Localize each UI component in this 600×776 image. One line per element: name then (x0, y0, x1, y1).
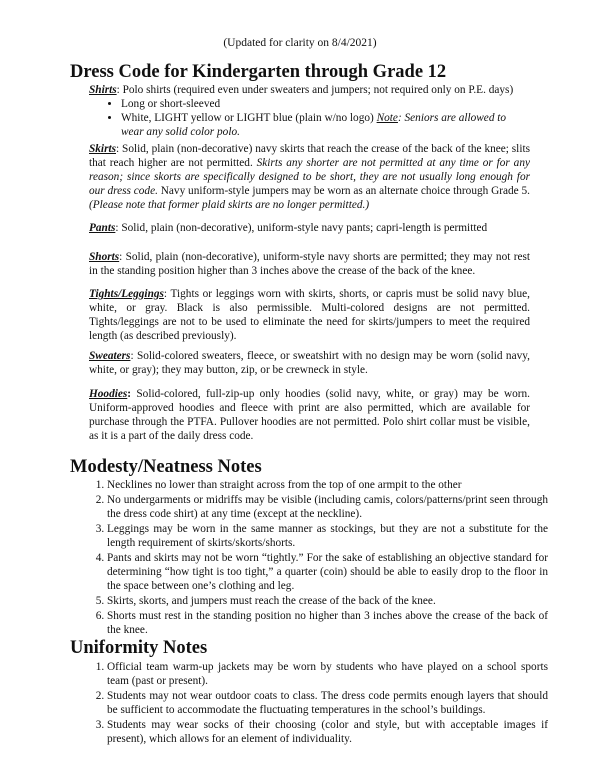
shorts-text: : Solid, plain (non-decorative), uniform-style navy shorts are permitted; they may not rest in the standing position higher than 3 inches above the crease of the back of the knee. (89, 251, 530, 277)
sweaters-section (89, 349, 530, 377)
list-item: 3. Students may wear socks of their choosing (color and style, but with acceptable images if present), which allows for an element of individuality. (107, 718, 548, 746)
list-item: 6. Shorts must rest in the standing position no higher than 3 inches above the crease of the back of the knee. (107, 609, 548, 637)
tights-text: : Tights or leggings worn with skirts, shorts, or capris must be solid navy blue, white, or gray. Black is also permissible. Multi-colored designs are not permitted. Tights/leggings are not to be used to eliminate the need for skirts/jumpers to meet the required length (as described previously). (89, 288, 530, 342)
skirts-text-1: : Solid, plain (non-decorative) navy skirts that reach the crease of the back of the knee; slits that reach higher are not permitted. (89, 143, 530, 169)
shirts-color-text: White, LIGHT yellow or LIGHT blue (plain w/no logo) (121, 112, 377, 124)
skirts-text-2: Navy uniform-style jumpers may be worn as an alternate choice through Grade 5. (157, 185, 530, 197)
list-item: 5. Skirts, skorts, and jumpers must reach the crease of the back of the knee. (107, 594, 548, 608)
skirts-label: Skirts (89, 143, 117, 155)
skirts-italic-1: Skirts any shorter are not permitted at any time or for any reason; since skorts are specifically designed to be short, they are not usually long enough for our dress code. (89, 157, 530, 197)
tights-section (89, 287, 530, 343)
list-item: 4. Pants and skirts may not be worn “tightly.” For the sake of establishing an objective standard for determining “how tight is too tight,” a quarter (coin) should be able to easily drop to the floor in the space between one’s clothing and leg. (107, 551, 548, 593)
shirts-note-label: Note (376, 112, 398, 124)
list-item: 2. No undergarments or midriffs may be visible (including camis, colors/patterns/print seen through the dress code shirt) at any time (except at the neckline). (107, 493, 548, 521)
skirts-section (89, 142, 530, 212)
hoodies-section (89, 387, 530, 443)
shirts-label: Shirts (89, 84, 117, 96)
updated-note: (Updated for clarity on 8/4/2021) (223, 37, 377, 49)
uniformity-list (89, 660, 548, 747)
list-item: 1. Official team warm-up jackets may be worn by students who have played on a school sports team (past or present). (107, 660, 548, 688)
shirts-text: : Polo shirts (required even under sweaters and jumpers; not required only on P.E. days) (116, 84, 514, 96)
tights-label: Tights/Leggings (89, 288, 164, 300)
shirts-section (89, 83, 530, 139)
pants-section (89, 221, 530, 235)
list-item: 1. Necklines no lower than straight across from the top of one armpit to the other (107, 478, 548, 492)
page-title: Dress Code for Kindergarten through Grade 12 (70, 62, 447, 82)
list-item (121, 111, 530, 139)
list-item: 3. Leggings may be worn in the same manner as stockings, but they are not a substitute for the length requirement of skirts/skorts/shorts. (107, 522, 548, 550)
modesty-heading: Modesty/Neatness Notes (70, 457, 262, 477)
shirts-note-text: : Seniors are allowed to wear any solid color polo. (121, 112, 507, 138)
shirts-bullets (89, 97, 530, 139)
list-item: 2. Students may not wear outdoor coats to class. The dress code permits enough layers that should be sufficient to accommodate the fluctuating temperatures in the school’s buildings. (107, 689, 548, 717)
skirts-italic-2: (Please note that former plaid skirts are no longer permitted.) (89, 199, 370, 211)
shorts-section (89, 250, 530, 278)
uniformity-heading: Uniformity Notes (70, 638, 208, 658)
shorts-label: Shorts (89, 251, 120, 263)
hoodies-label: Hoodies (89, 388, 128, 400)
sweaters-label: Sweaters (89, 350, 131, 362)
sweaters-text: : Solid-colored sweaters, fleece, or sweatshirt with no design may be worn (solid navy, white, or gray); they may button, zip, or be crewneck in style. (89, 350, 530, 376)
hoodies-text: Solid-colored, full-zip-up only hoodies (solid navy, white, or gray) may be worn. Uniform-approved hoodies and fleece with print are also permitted, which are available for purchase through the PTFA. Pullover hoodies are not permitted. Polo shirt collar must be visible, as it is a part of the daily dress code. (89, 388, 530, 442)
hoodies-colon: : (127, 388, 132, 400)
pants-text: : Solid, plain (non-decorative), uniform-style navy pants; capri-length is permitted (115, 222, 488, 234)
modesty-list (89, 478, 548, 638)
list-item: • Long or short-sleeved (121, 97, 530, 111)
pants-label: Pants (89, 222, 116, 234)
